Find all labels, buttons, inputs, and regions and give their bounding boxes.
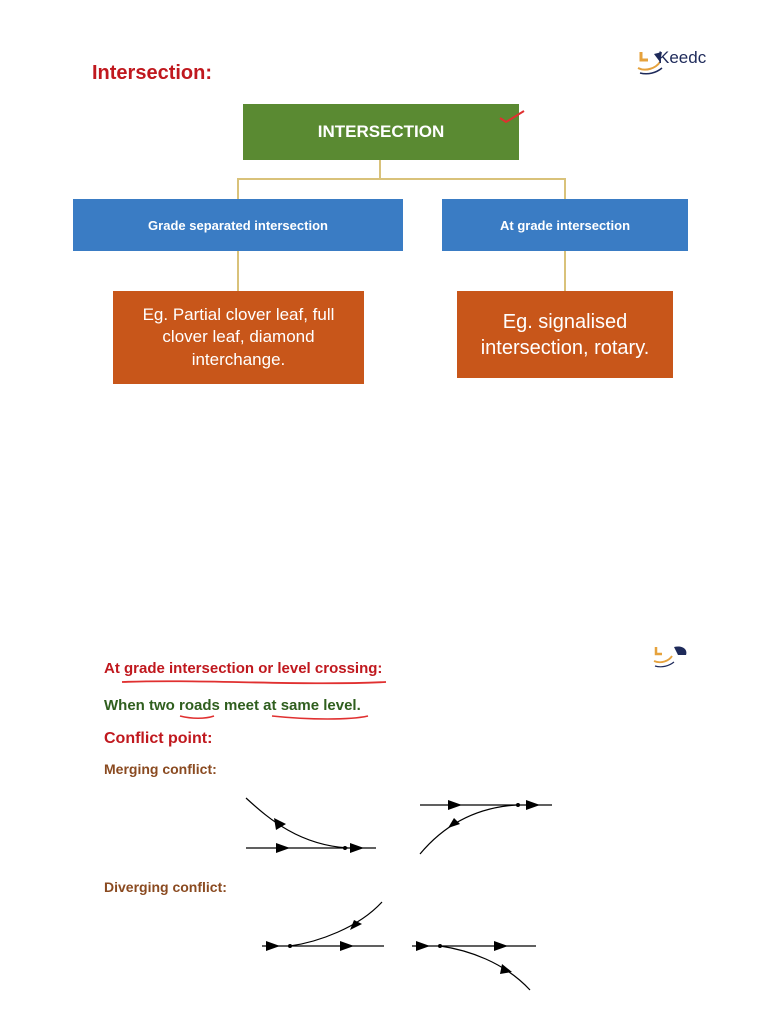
diverging-conflict-diagram <box>258 898 548 994</box>
at-grade-example: Eg. signalised intersection, rotary. <box>480 310 650 359</box>
connector-left-example <box>237 251 239 291</box>
intersection-root-box <box>243 104 519 160</box>
definition-underline <box>150 712 380 724</box>
logo-text: Keedc <box>658 48 707 67</box>
merging-conflict-diagram <box>240 790 560 860</box>
at-grade-box <box>442 199 688 251</box>
connector-right-down <box>564 178 566 199</box>
connector-horizontal <box>237 178 566 180</box>
conflict-point-heading: Conflict point: <box>104 730 213 747</box>
connector-right-example <box>564 251 566 291</box>
grade-separated-example-box <box>113 291 364 384</box>
checkmark-icon <box>498 108 528 126</box>
at-grade-example-box <box>457 291 673 378</box>
brand-logo-small <box>652 643 692 669</box>
logo-small-icon <box>652 643 690 669</box>
merging-label: Merging conflict: <box>104 761 217 777</box>
slide2-title: At grade intersection or level crossing: <box>104 660 383 677</box>
root-label: INTERSECTION <box>317 122 445 141</box>
grade-separated-example: Eg. Partial clover leaf, full clover leaf, diamond interchange. <box>142 305 335 369</box>
at-grade-label: At grade intersection <box>499 217 631 233</box>
grade-separated-box <box>73 199 403 251</box>
grade-separated-label: Grade separated intersection <box>148 217 328 233</box>
connector-root <box>379 160 381 179</box>
connector-left-down <box>237 178 239 199</box>
diverging-label: Diverging conflict: <box>104 879 227 895</box>
definition-text: When two roads meet at same level. <box>104 697 361 714</box>
slide1-title: Intersection: <box>92 62 213 84</box>
brand-logo <box>636 46 716 80</box>
title-underline <box>120 676 390 688</box>
